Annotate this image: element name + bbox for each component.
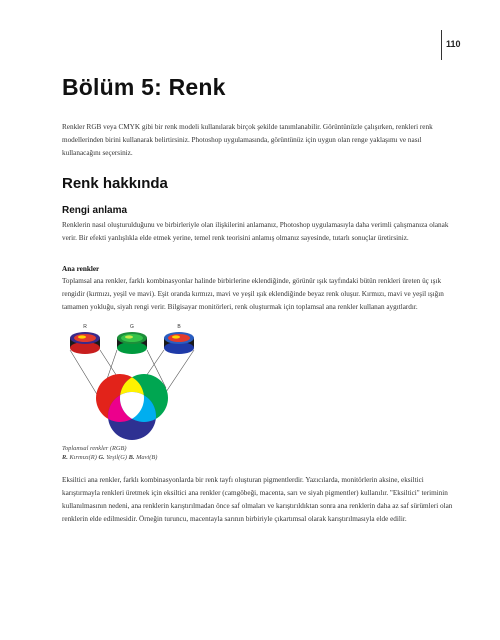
chapter-title: Bölüm 5: Renk xyxy=(62,74,226,100)
subsection-paragraph: Renklerin nasıl oluşturulduğunu ve birbirleriyle olan ilişkilerini anlamanız, Photoshop uygulamasıyla daha verimli çalışmanıza olanak verir. Bir efekti yanlışlıkla elde etmek yerine, temel renk teorisini anlamış olmanız sayesinde, tutarlı sonuçlar üretirsiniz. xyxy=(62,221,449,242)
label-b: B xyxy=(177,324,181,330)
label-g: G xyxy=(130,324,134,330)
intro-paragraph: Renkler RGB veya CMYK gibi bir renk modeli kullanılarak birçok şekilde tanımlanabilir. Görüntünüzle çalışırken, renkleri renk modellerinden birini kullanarak belirtirsiniz. Photoshop uygulamasında, görüntünüz için uygun olan renge yaklaşımı ve nasıl kullanacağını seçersiniz. xyxy=(62,123,433,157)
additive-paragraph: Toplamsal ana renkler, farklı kombinasyonlar halinde birbirlerine eklendiğinde, görünür ışık tayfındaki bütün renkleri üreten üç ışık rengidir (kırmızı, yeşil ve mavi). Eşit oranda kırmızı, mavi ve yeşil ışık eklendiğinde beyaz renk oluşur. Kırmızı, mavi ve yeşil ışığın tamamen yokluğu, siyah rengi verir. Bilgisayar monitörleri, renk oluşturmak için toplamsal ana renkler kullanan aygıtlardır. xyxy=(62,277,444,311)
figure-caption-legend xyxy=(62,453,157,462)
page-number: 110 xyxy=(446,39,461,49)
projector-blue xyxy=(164,332,194,354)
additive-heading: Ana renkler xyxy=(62,265,100,273)
subsection-heading: Rengi anlama xyxy=(62,205,128,216)
label-r: R xyxy=(83,324,87,330)
caption-g-val: Yeşil(G) xyxy=(106,454,127,461)
rgb-additive-figure xyxy=(62,318,202,440)
caption-r-key: R. xyxy=(62,454,68,461)
projector-green xyxy=(117,332,147,354)
caption-g-key: G. xyxy=(98,454,105,461)
subtractive-paragraph: Eksiltici ana renkler, farklı kombinasyonlarda bir renk tayfı oluşturan pigmentlerdir. Yazıcılarda, monitörlerin aksine, eksiltici karıştırmayla renkleri üretmek için eksiltici ana renkler (camgöbeği, macenta, sarı ve siyah pigmentler) kullanılır. "Eksiltici" teriminin kullanılmasının nedeni, ana renklerin karıştırılmadan önce saf olmaları ve karıştırıldıktan sonra ana renklerin daha az saf sürümleri olan renklerin elde edilmesidir. Örneğin turuncu, macentayla sarının birbiriyle çıkartımsal olarak karıştırılmasıyla elde edilir. xyxy=(62,476,453,523)
caption-b-key: B. xyxy=(128,454,135,461)
figure-caption-title: Toplamsal renkler (RGB) xyxy=(62,445,127,452)
additive-circles xyxy=(96,374,168,440)
caption-r-val: Kırmızı(R) xyxy=(69,454,97,461)
page-number-rule xyxy=(441,30,442,60)
projector-red xyxy=(70,332,100,354)
caption-b-val: Mavi(B) xyxy=(136,454,158,461)
section-heading: Renk hakkında xyxy=(62,175,168,192)
